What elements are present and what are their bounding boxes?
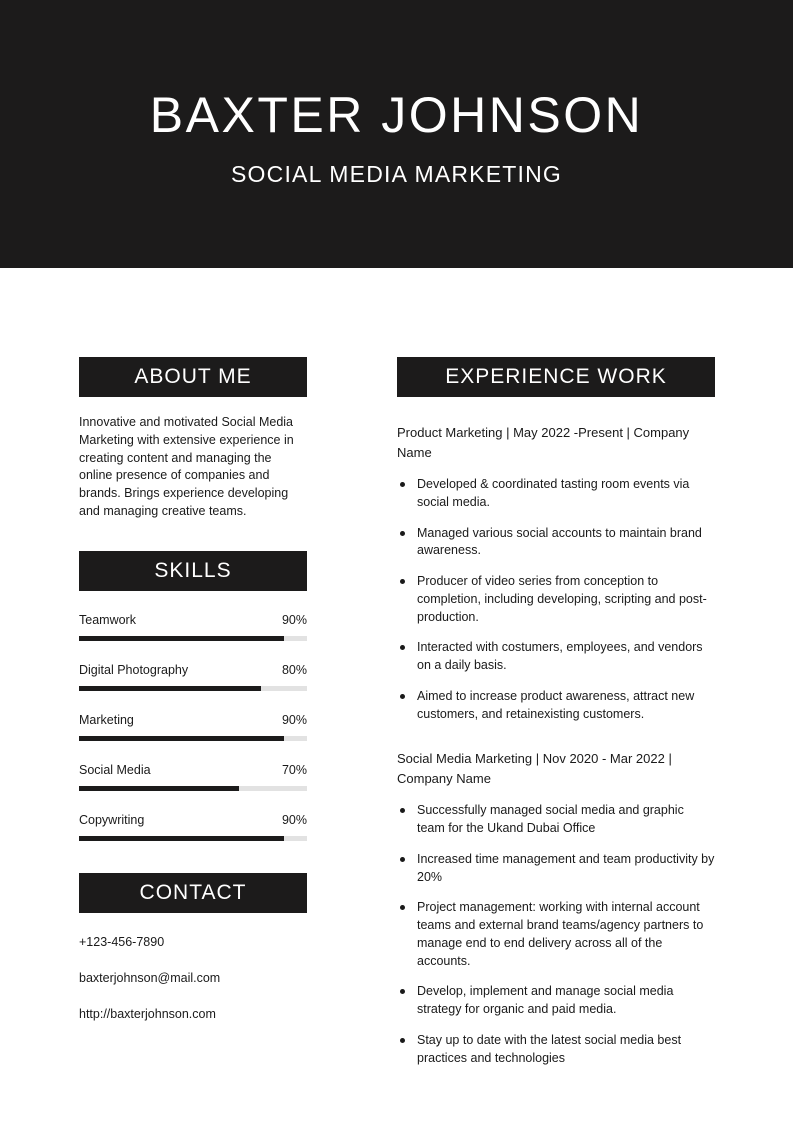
bullet-item: Develop, implement and manage social media strategy for organic and paid media. (397, 983, 715, 1019)
resume-body (0, 268, 793, 1080)
job-title: Product Marketing | May 2022 -Present | Company Name (397, 425, 690, 460)
bullet-item: Stay up to date with the latest social media best practices and technologies (397, 1032, 715, 1068)
skills-section (79, 551, 307, 841)
skill-percent: 90% (281, 612, 307, 627)
bullet-item: Project management: working with internal account teams and external brand teams/agency partners to manage end to end delivery across all of the accounts. (397, 899, 715, 970)
skill-label: Marketing (79, 712, 134, 727)
bullet-item: Increased time management and team productivity by 20% (397, 851, 715, 887)
skill-item (79, 813, 307, 841)
skill-percent: 90% (281, 712, 307, 727)
bullet-item: Producer of video series from conception to completion, including developing, scripting and post-production. (397, 573, 715, 626)
skill-item (79, 663, 307, 691)
bullet-item: Managed various social accounts to maintain brand awareness. (397, 525, 715, 561)
skill-bar-track (79, 686, 307, 691)
skill-label: Teamwork (79, 612, 136, 627)
job-bullets (397, 476, 715, 723)
contact-heading: CONTACT (79, 873, 307, 913)
experience-entry (397, 423, 715, 723)
skill-bar-fill (79, 836, 284, 841)
bullet-item: Successfully managed social media and graphic team for the Ukand Dubai Office (397, 802, 715, 838)
left-column (79, 357, 307, 1080)
skill-bar-track (79, 636, 307, 641)
candidate-role: SOCIAL MEDIA MARKETING (231, 161, 562, 187)
skill-bar-fill (79, 686, 261, 691)
skill-label: Copywriting (79, 812, 145, 827)
skill-item (79, 763, 307, 791)
skill-percent: 90% (281, 812, 307, 827)
bullet-item: Developed & coordinated tasting room events via social media. (397, 476, 715, 512)
about-text: Innovative and motivated Social Media Marketing with extensive experience in creating content and managing the online presence of companies and brands. Brings experience developing and managing creative teams. (79, 415, 294, 518)
resume-header (0, 0, 793, 268)
contact-website[interactable]: http://baxterjohnson.com (79, 1006, 216, 1021)
skill-bar-fill (79, 636, 284, 641)
bullet-item: Aimed to increase product awareness, attract new customers, and retainexisting customers. (397, 688, 715, 724)
skill-bar-track (79, 836, 307, 841)
contact-phone[interactable]: +123-456-7890 (79, 934, 165, 949)
bullet-item: Interacted with costumers, employees, and vendors on a daily basis. (397, 639, 715, 675)
job-title: Social Media Marketing | Nov 2020 - Mar 2022 | Company Name (397, 751, 672, 786)
skill-label: Social Media (79, 762, 151, 777)
contact-email[interactable]: baxterjohnson@mail.com (79, 970, 221, 985)
skills-heading: SKILLS (79, 551, 307, 591)
skill-bar-track (79, 786, 307, 791)
skill-label: Digital Photography (79, 662, 189, 677)
skill-item (79, 613, 307, 641)
skill-percent: 80% (281, 662, 307, 677)
skill-bar-track (79, 736, 307, 741)
about-heading: ABOUT ME (79, 357, 307, 397)
candidate-name: BAXTER JOHNSON (149, 87, 644, 143)
job-bullets (397, 802, 715, 1067)
experience-heading: EXPERIENCE WORK (397, 357, 715, 397)
skill-bar-fill (79, 736, 284, 741)
contact-section (79, 873, 307, 1021)
skill-bar-fill (79, 786, 239, 791)
skill-item (79, 713, 307, 741)
experience-entry (397, 749, 715, 1067)
right-column (397, 357, 715, 1080)
skill-percent: 70% (281, 762, 307, 777)
